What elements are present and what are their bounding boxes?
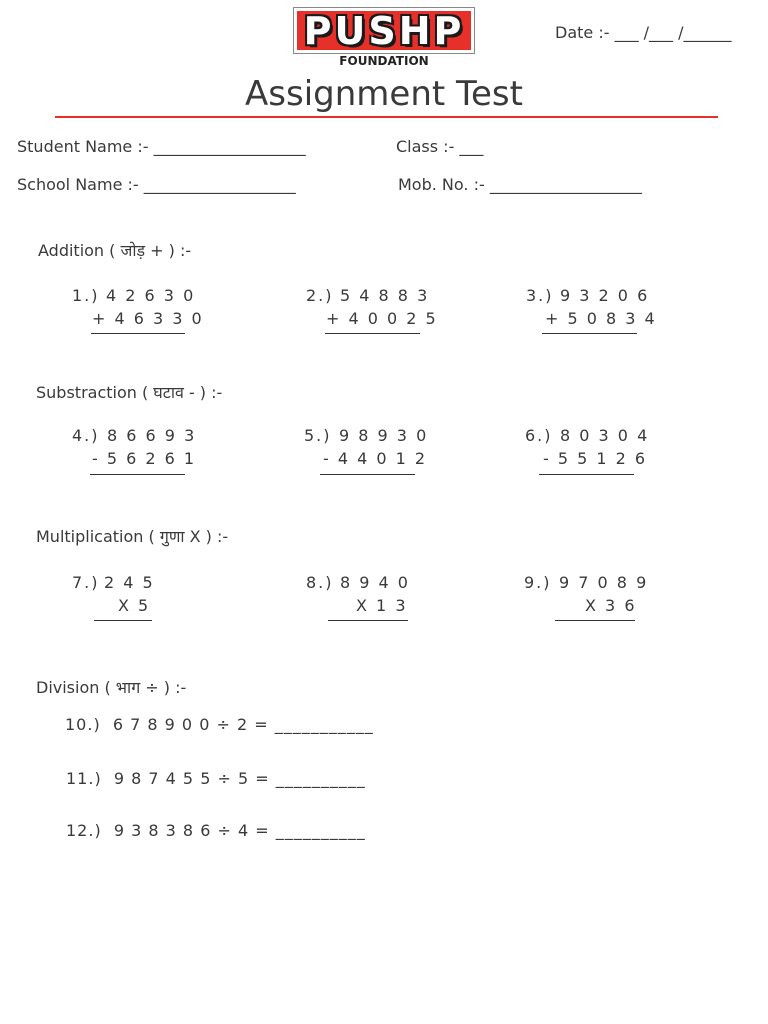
problem-top-number: 9 8 9 3 0	[339, 426, 429, 445]
answer-line	[542, 333, 637, 334]
mobile-field: Mob. No. :- ___________________	[398, 175, 642, 194]
multiplication-heading: Multiplication ( गुणा X ) :-	[36, 527, 229, 546]
answer-line	[91, 333, 185, 334]
logo-text: PUSHP	[303, 8, 465, 53]
answer-line	[328, 620, 408, 621]
problem-bottom-number: - 5 6 2 6 1	[92, 449, 197, 468]
division-problem: 12.) 9 3 8 3 8 6 ÷ 4 = __________	[66, 821, 366, 840]
problem-label: 1.)	[72, 286, 100, 305]
subtraction-heading: Substraction ( घटाव - ) :-	[36, 383, 223, 402]
problem-label: 6.)	[525, 426, 553, 445]
problem-top-number: 9 3 2 0 6	[560, 286, 650, 305]
problem-top-number: 8 6 6 9 3	[107, 426, 197, 445]
problem-bottom-number: + 5 0 8 3 4	[545, 309, 657, 328]
answer-line	[94, 620, 152, 621]
division-heading: Division ( भाग ÷ ) :-	[36, 678, 187, 697]
problem-bottom-number: - 4 4 0 1 2	[323, 449, 428, 468]
problem-top-number: 8 9 4 0	[340, 573, 410, 592]
school-name-field: School Name :- ___________________	[17, 175, 296, 194]
problem-bottom-number: - 5 5 1 2 6	[543, 449, 648, 468]
title-divider	[55, 116, 718, 118]
answer-line	[90, 474, 185, 475]
problem-bottom-number: + 4 0 0 2 5	[326, 309, 438, 328]
problem-top-number: 2 4 5	[104, 573, 155, 592]
problem-top-number: 9 7 0 8 9	[559, 573, 649, 592]
division-problem: 10.) 6 7 8 9 0 0 ÷ 2 = ___________	[65, 715, 374, 734]
problem-top-number: 8 0 3 0 4	[560, 426, 650, 445]
problem-label: 9.)	[524, 573, 552, 592]
answer-line	[539, 474, 634, 475]
logo	[293, 7, 475, 54]
problem-bottom-number: X 3 6	[585, 596, 637, 615]
problem-bottom-number: + 4 6 3 3 0	[92, 309, 204, 328]
problem-bottom-number: X 1 3	[356, 596, 408, 615]
class-field: Class :- ___	[396, 137, 484, 156]
page-title: Assignment Test	[245, 74, 523, 114]
problem-top-number: 4 2 6 3 0	[106, 286, 196, 305]
problem-label: 7.)	[72, 573, 100, 592]
addition-heading: Addition ( जोड़ + ) :-	[38, 241, 192, 260]
problem-bottom-number: X 5	[118, 596, 151, 615]
problem-top-number: 5 4 8 8 3	[340, 286, 430, 305]
problem-label: 2.)	[306, 286, 334, 305]
logo-subtitle: FOUNDATION	[339, 54, 429, 68]
logo-badge	[297, 8, 471, 53]
student-name-field: Student Name :- ___________________	[17, 137, 306, 156]
answer-line	[320, 474, 415, 475]
problem-label: 4.)	[72, 426, 100, 445]
problem-label: 3.)	[526, 286, 554, 305]
answer-line	[555, 620, 635, 621]
problem-label: 8.)	[306, 573, 334, 592]
date-field: Date :- ___ /___ /______	[555, 23, 732, 42]
problem-label: 5.)	[304, 426, 332, 445]
division-problem: 11.) 9 8 7 4 5 5 ÷ 5 = __________	[66, 769, 366, 788]
answer-line	[325, 333, 420, 334]
